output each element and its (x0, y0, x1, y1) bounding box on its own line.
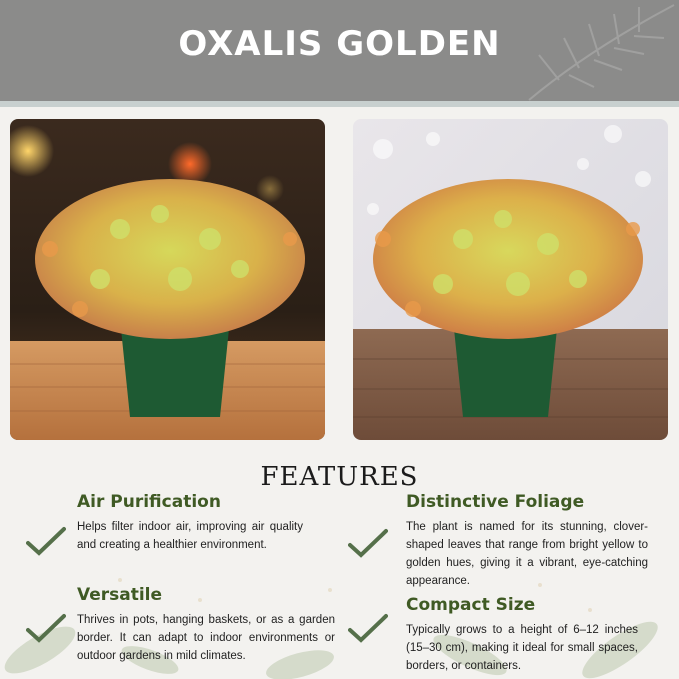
plant-photo-warm-background (10, 119, 325, 440)
plant-photo-bokeh-background (353, 119, 668, 440)
feature-compact-size (406, 595, 638, 675)
feature-description: Thrives in pots, hanging baskets, or as a garden border. It can adapt to indoor environments or outdoor gardens in mild climates. (77, 614, 335, 662)
header-divider (0, 101, 679, 107)
check-icon (26, 525, 66, 557)
feature-versatile (77, 585, 335, 665)
check-icon (348, 527, 388, 559)
features-heading: FEATURES (260, 462, 419, 492)
page-title: OXALIS GOLDEN (178, 23, 501, 64)
check-icon (26, 612, 66, 644)
feature-description: Helps filter indoor air, improving air quality and creating a healthier environment. (77, 521, 303, 551)
feature-title: Compact Size (406, 595, 536, 615)
feature-title: Distinctive Foliage (406, 492, 585, 512)
feature-title: Versatile (77, 585, 163, 605)
feature-distinctive-foliage (406, 492, 648, 590)
feature-air-purification (77, 492, 303, 554)
header-banner (0, 0, 679, 103)
check-icon (348, 612, 388, 644)
feature-description: The plant is named for its stunning, clover-shaped leaves that range from bright yellow to golden hues, giving it a vibrant, eye-catching appearance. (406, 521, 648, 587)
fern-decoration-icon (499, 0, 679, 103)
feature-title: Air Purification (77, 492, 221, 512)
feature-description: Typically grows to a height of 6–12 inches (15–30 cm), making it ideal for small spaces, borders, or containers. (406, 624, 638, 672)
